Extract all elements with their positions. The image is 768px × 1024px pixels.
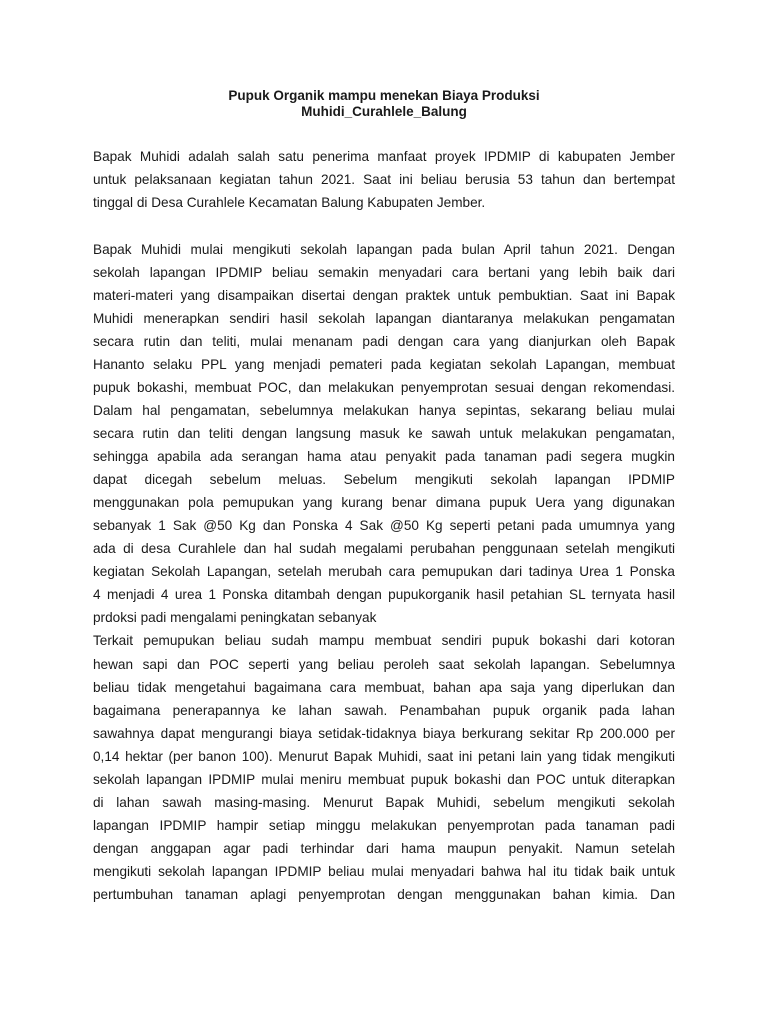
text-line: Bapak Muhidi mulai mengikuti sekolah lapangan pada bulan April tahun 2021. Dengan [93, 242, 675, 257]
text-line: lapangan IPDMIP hampir setiap minggu melakukan penyemprotan pada tanaman padi [93, 818, 675, 833]
text-line: Terkait pemupukan beliau sudah mampu membuat sendiri pupuk bokashi dari kotoran [93, 633, 675, 648]
text-line: sebanyak 1 Sak @50 Kg dan Ponska 4 Sak @50 Kg seperti petani pada umumnya yang [93, 518, 675, 533]
text-line: menggunakan pola pemupukan yang kurang benar dimana pupuk Uera yang digunakan [93, 495, 675, 510]
text-line: secara rutin dan teliti, mulai menanam padi dengan cara yang dianjurkan oleh Bapak [93, 334, 675, 349]
text-line: di lahan sawah masing-masing. Menurut Bapak Muhidi, sebelum mengikuti sekolah [93, 795, 675, 810]
text-line: untuk pelaksanaan kegiatan tahun 2021. Saat ini beliau berusia 53 tahun dan bertempat [93, 172, 675, 187]
text-line: sehingga apabila ada serangan hama atau penyakit pada tanaman padi segera mugkin [93, 449, 675, 464]
text-line: tinggal di Desa Curahlele Kecamatan Balung Kabupaten Jember. [93, 195, 486, 210]
text-line: Bapak Muhidi adalah salah satu penerima manfaat proyek IPDMIP di kabupaten Jember [93, 149, 675, 164]
text-line: secara rutin dan teliti dengan langsung masuk ke sawah untuk melakukan pengamatan, [93, 426, 675, 441]
text-line: 0,14 hektar (per banon 100). Menurut Bapak Muhidi, saat ini petani lain yang tidak mengikuti [93, 749, 675, 764]
document-title: Pupuk Organik mampu menekan Biaya Produksi [228, 88, 540, 103]
text-line: bagaimana penerapannya ke lahan sawah. Penambahan pupuk organik pada lahan [93, 703, 675, 718]
text-line: sekolah lapangan IPDMIP mulai meniru membuat pupuk bokashi dan POC untuk diterapkan [93, 772, 675, 787]
text-line: sekolah lapangan IPDMIP beliau semakin menyadari cara bertani yang lebih baik dari [93, 265, 675, 280]
text-line: materi-materi yang disampaikan disertai dengan praktek untuk pembuktian. Saat ini Bapak [93, 288, 675, 303]
text-line: dengan anggapan agar padi terhindar dari hama maupun penyakit. Namun setelah [93, 841, 675, 856]
text-line: hewan sapi dan POC seperti yang beliau peroleh saat sekolah lapangan. Sebelumnya [93, 657, 675, 672]
text-line: Hananto selaku PPL yang menjadi pemateri pada kegiatan sekolah Lapangan, membuat [93, 357, 675, 372]
text-line: sawahnya dapat mengurangi biaya setidak-tidaknya biaya berkurang sekitar Rp 200.000 per [93, 726, 675, 741]
text-line: ada di desa Curahlele dan hal sudah megalami perubahan penggunaan setelah mengikuti [93, 541, 675, 556]
text-line: kegiatan Sekolah Lapangan, setelah merubah cara pemupukan dari tadinya Urea 1 Ponska [93, 564, 675, 579]
text-line: beliau tidak mengetahui bagaimana cara membuat, bahan apa saja yang diperlukan dan [93, 680, 675, 695]
text-line: 4 menjadi 4 urea 1 Ponska ditambah dengan pupukorganik hasil petahian SL ternyata hasil [93, 587, 675, 602]
document-subtitle: Muhidi_Curahlele_Balung [301, 104, 467, 119]
text-line: pupuk bokashi, membuat POC, dan melakukan penyemprotan sesuai dengan rekomendasi. [93, 380, 675, 395]
text-line: Muhidi menerapkan sendiri hasil sekolah lapangan diantaranya melakukan pengamatan [93, 311, 675, 326]
text-line: dapat dicegah sebelum meluas. Sebelum mengikuti sekolah lapangan IPDMIP [93, 472, 675, 487]
text-line: prdoksi padi mengalami peningkatan sebanyak [93, 610, 377, 625]
text-line: Dalam hal pengamatan, sebelumnya melakukan hanya sepintas, sekarang beliau mulai [93, 403, 675, 418]
text-line: mengikuti sekolah lapangan IPDMIP beliau mulai menyadari bahwa hal itu tidak baik untuk [93, 864, 675, 879]
text-line: pertumbuhan tanaman aplagi penyemprotan dengan menggunakan bahan kimia. Dan [93, 887, 675, 902]
